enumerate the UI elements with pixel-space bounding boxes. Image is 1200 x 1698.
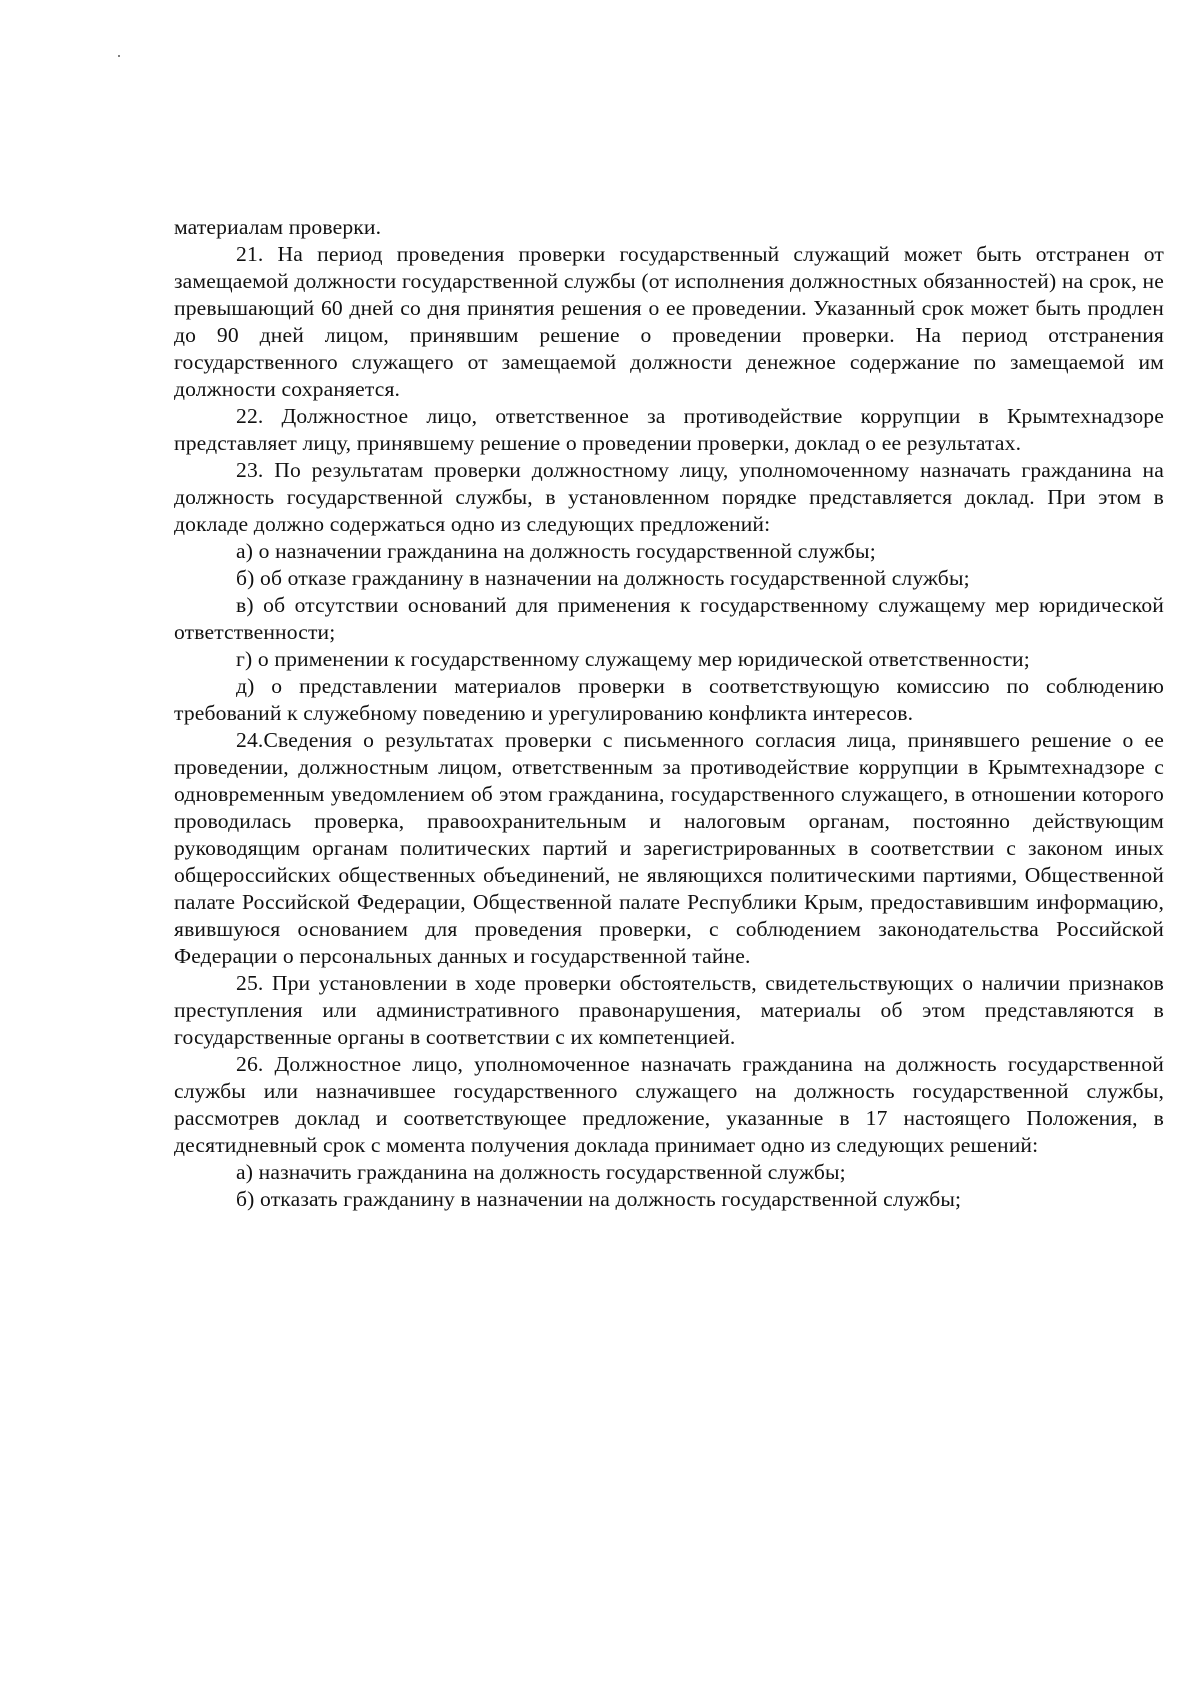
list-item-23-a: а) о назначении гражданина на должность государственной службы; (236, 539, 876, 563)
paragraph-25: 25. При установлении в ходе проверки обстоятельств, свидетельствующих о наличии признаков преступления или административного правонарушения, материалы об этом представляются в государственные органы в соответствии с их компетенцией. (174, 971, 1164, 1049)
scan-artifact-dot (118, 55, 120, 57)
document-body (174, 214, 1164, 1213)
paragraph-24: 24.Сведения о результатах проверки с письменного согласия лица, принявшего решение о ее проведении, должностным лицом, ответственным за противодействие коррупции в Крымтехнадзоре с одновременным уведомлением об этом гражданина, государственного служащего, в отношении которого проводилась проверка, правоохранительным и налоговым органам, постоянно действующим руководящим органам политических партий и зарегистрированных в соответствии с законом иных общероссийских общественных объединений, не являющихся политическими партиями, Общественной палате Российской Федерации, Общественной палате Республики Крым, предоставившим информацию, явившуюся основанием для проведения проверки, с соблюдением законодательства Российской Федерации о персональных данных и государственной тайне. (174, 728, 1164, 968)
list-item-23-v: в) об отсутствии оснований для применения к государственному служащему мер юридической ответственности; (174, 593, 1164, 644)
list-item-23-b: б) об отказе гражданину в назначении на должность государственной службы; (236, 566, 970, 590)
list-item-26-a: а) назначить гражданина на должность государственной службы; (236, 1160, 846, 1184)
list-item-23-g: г) о применении к государственному служащему мер юридической ответственности; (236, 647, 1030, 671)
paragraph-26: 26. Должностное лицо, уполномоченное назначать гражданина на должность государственной службы или назначившее государственного служащего на должность государственной службы, рассмотрев доклад и соответствующее предложение, указанные в 17 настоящего Положения, в десятидневный срок с момента получения доклада принимает одно из следующих решений: (174, 1052, 1164, 1157)
list-item-26-b: б) отказать гражданину в назначении на должность государственной службы; (236, 1187, 962, 1211)
paragraph-continuation: материалам проверки. (174, 215, 382, 239)
paragraph-23: 23. По результатам проверки должностному лицу, уполномоченному назначать гражданина на должность государственной службы, в установленном порядке представляется доклад. При этом в докладе должно содержаться одно из следующих предложений: (174, 458, 1164, 536)
paragraph-21: 21. На период проведения проверки государственный служащий может быть отстранен от замещаемой должности государственной службы (от исполнения должностных обязанностей) на срок, не превышающий 60 дней со дня принятия решения о ее проведении. Указанный срок может быть продлен до 90 дней лицом, принявшим решение о проведении проверки. На период отстранения государственного служащего от замещаемой должности денежное содержание по замещаемой им должности сохраняется. (174, 242, 1164, 401)
list-item-23-d: д) о представлении материалов проверки в соответствующую комиссию по соблюдению требований к служебному поведению и урегулированию конфликта интересов. (174, 674, 1164, 725)
paragraph-22: 22. Должностное лицо, ответственное за противодействие коррупции в Крымтехнадзоре представляет лицу, принявшему решение о проведении проверки, доклад о ее результатах. (174, 404, 1164, 455)
